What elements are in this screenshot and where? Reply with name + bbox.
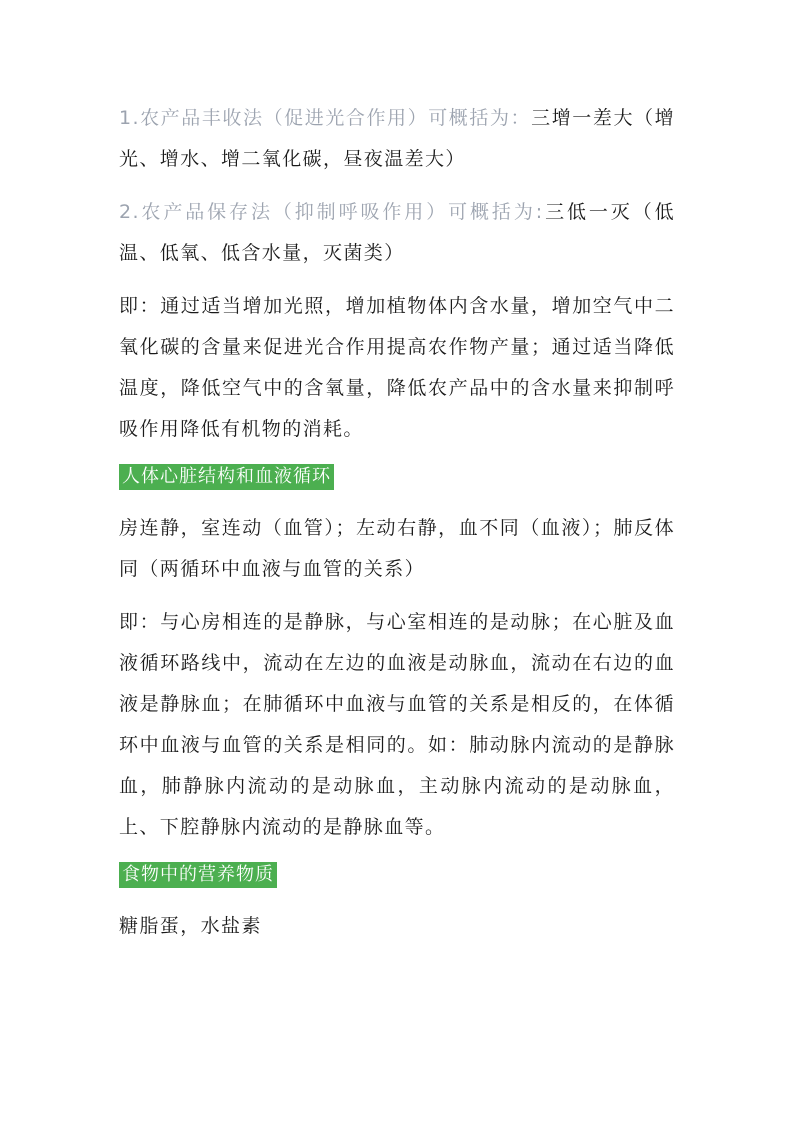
document-page [119, 98, 675, 947]
farming-storage-method [119, 192, 675, 274]
heart-mnemonic: 房连静，室连动（血管）；左动右静，血不同（血液）；肺反体同（两循环中血液与血管的关系） [119, 517, 675, 580]
storage-method-mnemonic: 三低一灭（低温、低氧、低含水量，灭菌类） [119, 201, 676, 264]
harvest-method-label: 1.农产品丰收法（促进光合作用）可概括为： [119, 107, 532, 129]
nutrients-section [119, 862, 675, 888]
harvest-method-mnemonic: 三增一差大（增光、增水、增二氧化碳，昼夜温差大） [119, 107, 676, 170]
farming-explanation: 即：通过适当增加光照，增加植物体内含水量，增加空气中二氧化碳的含量来促进光合作用提高农作物产量；通过适当降低温度，降低空气中的含氧量，降低农产品中的含水量来抑制呼吸作用降低有机物的消耗。 [119, 295, 675, 440]
section-heading-nutrients: 食物中的营养物质 [119, 862, 277, 888]
storage-method-label: 2.农产品保存法（抑制呼吸作用）可概括为: [119, 201, 544, 223]
heart-section [119, 464, 675, 490]
nutrients-mnemonic: 糖脂蛋，水盐素 [119, 915, 262, 937]
farming-harvest-method [119, 98, 675, 180]
heart-explanation: 即：与心房相连的是静脉，与心室相连的是动脉；在心脏及血液循环路线中，流动在左边的血液是动脉血，流动在右边的血液是静脉血；在肺循环中血液与血管的关系是相反的，在体循环中血液与血管的关系是相同的。如：肺动脉内流动的是静脉血，肺静脉内流动的是动脉血，主动脉内流动的是动脉血，上、下腔静脉内流动的是静脉血等。 [119, 611, 675, 838]
section-heading-heart: 人体心脏结构和血液循环 [119, 464, 334, 490]
